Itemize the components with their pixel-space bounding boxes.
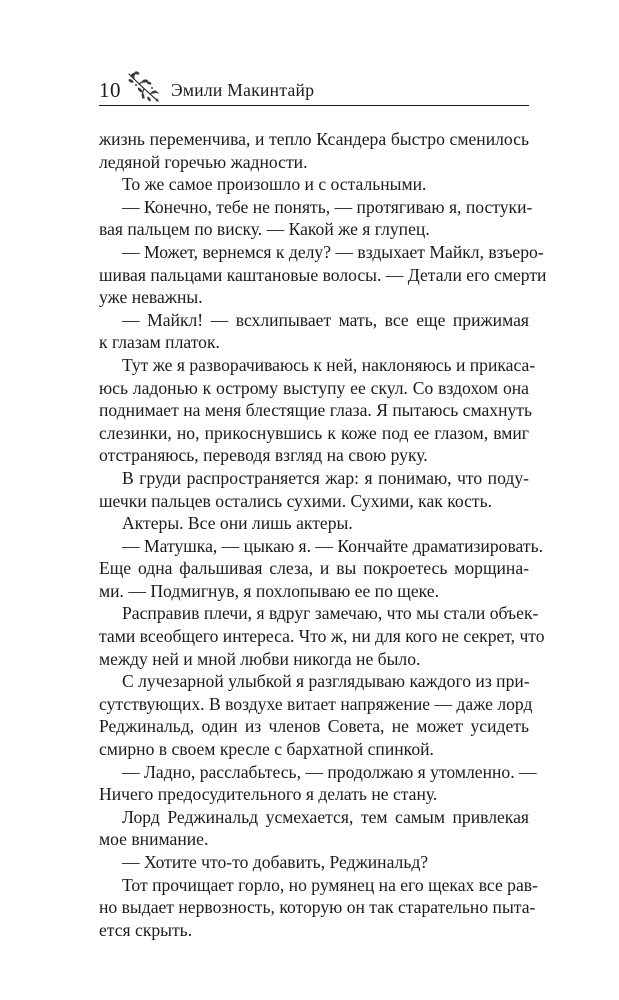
text-line: — Матушка, — цыкаю я. — Кончайте драматизировать. [122, 535, 543, 556]
text-line: Еще одна фальшивая слеза, и вы покроетесь морщина- [99, 558, 529, 579]
running-title: Эмили Макинтайр [171, 80, 315, 100]
text-line: жизнь переменчива, и тепло Ксандера быстро сменилось [99, 129, 529, 149]
text-line: шечки пальцев остались сухими. Сухими, как кость. [99, 490, 493, 511]
body-text [99, 128, 547, 941]
text-line: вая пальцем по виску. — Какой же я глупец. [99, 219, 430, 240]
text-line: — Майкл! — всхлипывает мать, все еще прижимая [122, 309, 529, 330]
page-header [99, 70, 529, 108]
text-line: слезинки, но, прикоснувшись к коже под ее глазом, вмиг [99, 422, 529, 443]
text-line: — Может, вернемся к делу? — вздыхает Майкл, взъеро- [122, 241, 544, 262]
text-line: Тут же я разворачиваюсь к ней, наклоняюсь и прикаса- [122, 354, 536, 375]
text-line: ми. — Подмигнув, я похлопываю ее по щеке. [99, 580, 439, 601]
text-line: смирно в своем кресле с бархатной спинкой. [99, 739, 434, 760]
text-line: — Конечно, тебе не понять, — протягиваю я, постуки- [122, 196, 533, 217]
text-line: отстраняюсь, переводя взгляд на свою руку. [99, 445, 428, 466]
text-line: шивая пальцами каштановые волосы. — Детали его смерти [99, 264, 547, 285]
page-number: 10 [99, 78, 121, 102]
text-line: Реджинальд, один из членов Совета, не может усидеть [99, 716, 529, 737]
text-line: С лучезарной улыбкой я разглядываю каждого из при- [122, 671, 530, 692]
text-line: Тот прочищает горло, но румянец на его щеках все рав- [122, 874, 538, 895]
text-line: к глазам платок. [99, 332, 220, 353]
text-line: То же самое произошло и с остальными. [122, 174, 427, 195]
text-line: — Ладно, расслабьтесь, — продолжаю я утомленно. — [122, 761, 537, 782]
text-line: между ней и мной любви никогда не было. [99, 648, 421, 669]
text-line: тами всеобщего интереса. Что ж, ни для кого не секрет, что [99, 626, 545, 647]
text-line: Лорд Реджинальд усмехается, тем самым привлекая [122, 806, 529, 827]
text-line: уже неважны. [99, 287, 203, 308]
text-line: сутствующих. В воздухе витает напряжение — даже лорд [99, 693, 533, 714]
header-rule [99, 105, 529, 106]
text-line: поднимает на меня блестящие глаза. Я пытаюсь смахнуть [99, 400, 533, 421]
text-line: Ничего предосудительного я делать не стану. [99, 784, 438, 805]
text-line: Актеры. Все они лишь актеры. [122, 513, 353, 534]
text-line: — Хотите что-то добавить, Реджинальд? [122, 852, 429, 872]
text-line: ледяной горечью жадности. [99, 151, 308, 172]
text-line: Расправив плечи, я вдруг замечаю, что мы стали объек- [122, 603, 539, 624]
text-line: ется скрыть. [99, 919, 193, 940]
text-line: юсь ладонью к острому выступу ее скул. Со вздохом она [99, 377, 529, 398]
text-line: мое внимание. [99, 829, 209, 850]
text-line: но выдает нервозность, которую он так старательно пыта- [99, 897, 536, 918]
branch-ornament-icon [125, 70, 161, 104]
text-line: В груди распространяется жар: я понимаю, что поду- [122, 467, 529, 488]
